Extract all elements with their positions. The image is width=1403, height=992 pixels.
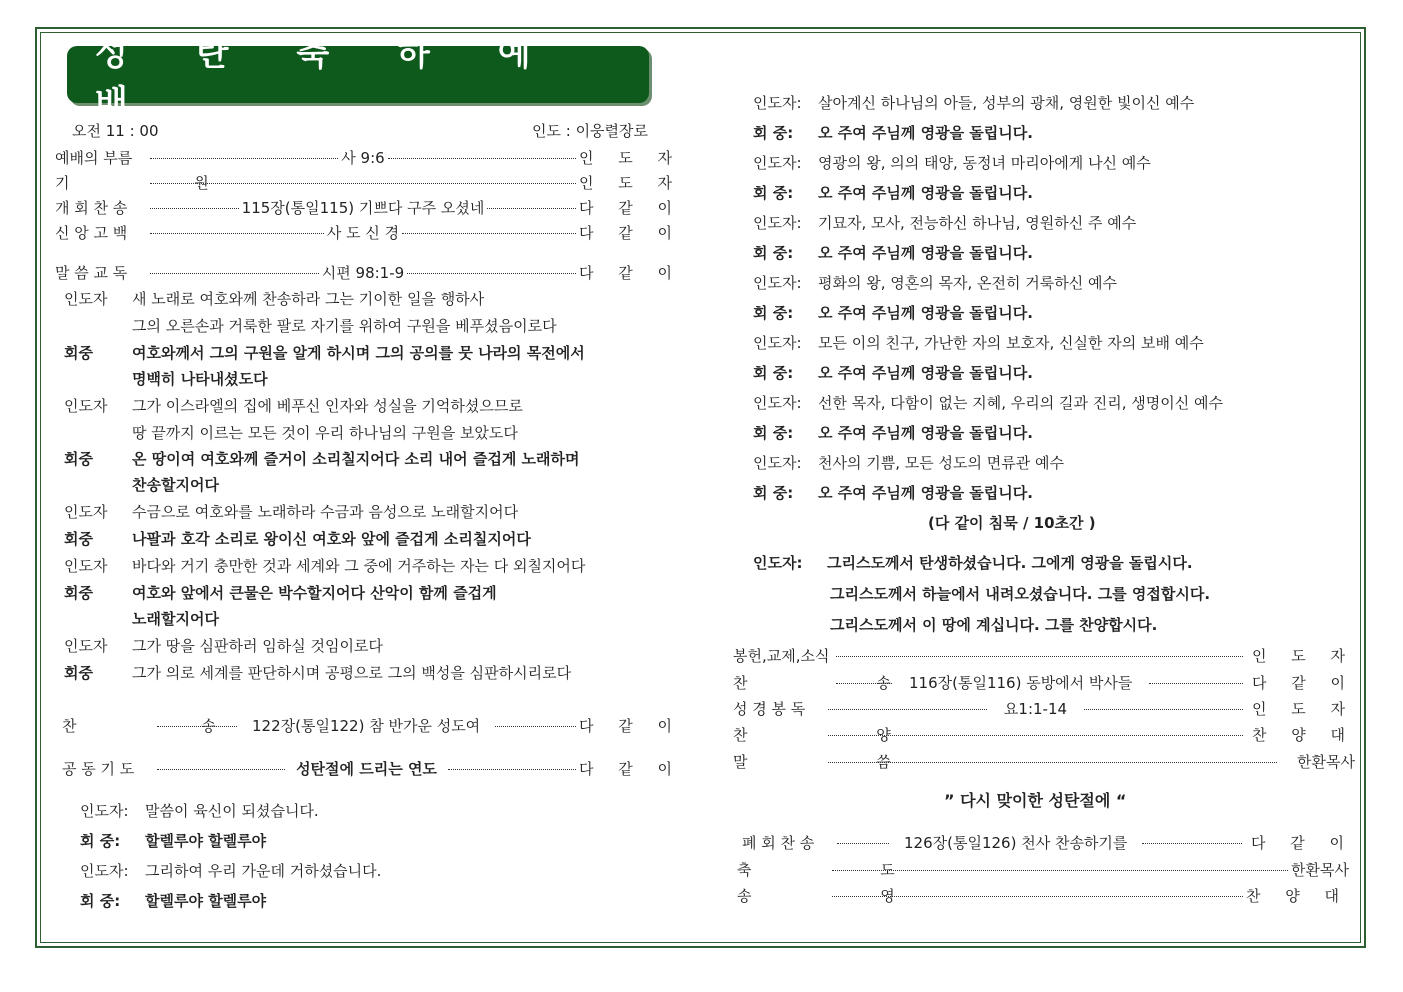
order-center: 126장(통일126) 천사 찬송하기를 (904, 834, 1128, 852)
litany-speaker: 회 중: (753, 424, 794, 442)
dotted-leader (1149, 683, 1243, 684)
page-title: 성 탄 축 하 예 배 (95, 33, 559, 123)
reading-line: 땅 끝까지 이르는 모든 것이 우리 하나님의 구원을 보았도다 (132, 424, 518, 442)
order-right: 인 도 자 (579, 149, 683, 167)
reading-speaker: 회중 (64, 344, 93, 362)
order-label: 개 회 찬 송 (55, 199, 128, 217)
litany-line: 모든 이의 친구, 가난한 자의 보호자, 신실한 자의 보배 예수 (818, 334, 1204, 352)
litany-line: 기묘자, 모사, 전능하신 하나님, 영원하신 주 예수 (818, 214, 1137, 232)
order-row (737, 885, 1349, 906)
reading-line: 찬송할지어다 (132, 476, 219, 494)
order-right: 인 도 자 (578, 174, 682, 192)
litany-line: 살아계신 하나님의 아들, 성부의 광채, 영원한 빛이신 예수 (818, 94, 1195, 112)
litany-line: 오 주여 주님께 영광을 돌립니다. (818, 364, 1033, 382)
order-right: 다 같 이 (1251, 674, 1355, 692)
order-label: 찬 송 (733, 674, 953, 692)
order-label: 찬 양 (733, 726, 953, 744)
order-right: 찬 양 대 (1251, 726, 1355, 744)
order-row (733, 724, 1355, 745)
litany-speaker: 인도자: (753, 274, 802, 292)
order-right: 한환목사 (1297, 753, 1355, 771)
order-right: 다 같 이 (578, 760, 682, 778)
order-row (733, 698, 1355, 719)
litany-line: 오 주여 주님께 영광을 돌립니다. (818, 124, 1033, 142)
litany-speaker: 인도자: (753, 394, 802, 412)
dotted-leader (832, 896, 1243, 897)
reading-speaker: 인도자 (64, 637, 108, 655)
order-center: 122장(통일122) 참 반가운 성도여 (252, 717, 481, 735)
dotted-leader (837, 843, 889, 844)
reading-line: 여호와께서 그의 구원을 알게 하시며 그의 공의를 뭇 나라의 목전에서 (132, 344, 585, 362)
order-row (733, 645, 1355, 666)
reading-speaker: 회중 (64, 450, 93, 468)
silence-note: (다 같이 침묵 / 10초간 ) (928, 514, 1096, 532)
service-leader: 인도 : 이웅렬장로 (532, 122, 649, 140)
litany-line: 그리하여 우리 가운데 거하셨습니다. (145, 862, 382, 880)
reading-line: 온 땅이여 여호와께 즐거이 소리칠지어다 소리 내어 즐겁게 노래하며 (132, 450, 580, 468)
order-center: 시편 98:1-9 (321, 264, 405, 282)
dotted-leader (150, 183, 576, 184)
order-label: 축 도 (737, 861, 957, 879)
order-label: 신 앙 고 백 (55, 224, 128, 242)
dotted-leader (1142, 843, 1242, 844)
dotted-leader (157, 726, 237, 727)
order-row (62, 758, 682, 779)
order-label: 찬 송 (62, 717, 276, 735)
order-right: 다 같 이 (578, 224, 682, 242)
order-row (737, 859, 1349, 880)
order-row (55, 197, 682, 218)
service-time: 오전 11 : 00 (72, 122, 159, 140)
order-label: 봉헌,교제,소식 (733, 647, 830, 665)
dotted-leader (402, 233, 576, 234)
dotted-leader (1084, 709, 1243, 710)
order-center: 116장(통일116) 동방에서 박사들 (909, 674, 1133, 692)
litany-line: 할렐루야 할렐루야 (145, 892, 267, 910)
litany-line: 할렐루야 할렐루야 (145, 832, 267, 850)
reading-line: 명백히 나타내셨도다 (132, 370, 268, 388)
dotted-leader (407, 273, 576, 274)
reading-speaker: 인도자 (64, 397, 108, 415)
litany-line: 말씀이 육신이 되셨습니다. (145, 802, 319, 820)
dotted-leader (150, 273, 319, 274)
order-label: 공 동 기 도 (62, 760, 135, 778)
litany-speaker: 인도자: (753, 334, 802, 352)
order-right: 다 같 이 (578, 717, 682, 735)
litany-speaker: 인도자: (80, 862, 129, 880)
order-right: 다 같 이 (1250, 834, 1354, 852)
order-row (62, 715, 682, 736)
dotted-leader (487, 208, 576, 209)
litany-line: 오 주여 주님께 영광을 돌립니다. (818, 424, 1033, 442)
litany-line: 영광의 왕, 의의 태양, 동정녀 마리아에게 나신 예수 (818, 154, 1151, 172)
litany-speaker: 인도자: (753, 454, 802, 472)
reading-line: 그가 의로 세계를 판단하시며 공평으로 그의 백성을 심판하시리로다 (132, 664, 572, 682)
proclamation-speaker: 인도자: (753, 554, 803, 572)
order-row (55, 262, 682, 283)
litany-speaker: 회 중: (753, 364, 794, 382)
order-label: 폐 회 찬 송 (742, 834, 815, 852)
litany-line: 평화의 왕, 영혼의 목자, 온전히 거룩하신 예수 (818, 274, 1117, 292)
reading-line: 노래할지어다 (132, 610, 219, 628)
dotted-leader (150, 158, 338, 159)
litany-speaker: 회 중: (753, 244, 794, 262)
reading-line: 나팔과 호각 소리로 왕이신 여호와 앞에 즐겁게 소리칠지어다 (132, 530, 531, 548)
reading-line: 그의 오른손과 거룩한 팔로 자기를 위하여 구원을 베푸셨음이로다 (132, 317, 557, 335)
dotted-leader (836, 683, 892, 684)
reading-line: 그가 땅을 심판하러 임하실 것임이로다 (132, 637, 383, 655)
dotted-leader (828, 762, 1277, 763)
reading-speaker: 회중 (64, 664, 93, 682)
dotted-leader (150, 233, 324, 234)
dotted-leader (495, 726, 576, 727)
order-row (733, 751, 1355, 772)
dotted-leader (828, 735, 1243, 736)
order-right: 인 도 자 (1251, 700, 1355, 718)
litany-speaker: 회 중: (753, 484, 794, 502)
order-center: 115장(통일115) 기쁘다 구주 오셨네 (241, 199, 485, 217)
reading-line: 바다와 거기 충만한 것과 세계와 그 중에 거주하는 자는 다 외칠지어다 (132, 557, 586, 575)
title-banner (67, 33, 649, 123)
reading-speaker: 회중 (64, 530, 93, 548)
litany-speaker: 회 중: (753, 184, 794, 202)
order-label: 말 씀 (733, 753, 953, 771)
order-row (55, 172, 682, 193)
litany-speaker: 인도자: (753, 214, 802, 232)
litany-line: 오 주여 주님께 영광을 돌립니다. (818, 304, 1033, 322)
order-right: 다 같 이 (578, 264, 682, 282)
reading-speaker: 인도자 (64, 290, 108, 308)
order-row (55, 147, 682, 168)
litany-speaker: 회 중: (753, 124, 794, 142)
dotted-leader (836, 656, 1243, 657)
reading-speaker: 인도자 (64, 503, 108, 521)
litany-line: 천사의 기쁨, 모든 성도의 면류관 예수 (818, 454, 1064, 472)
order-row (55, 222, 682, 243)
litany-line: 선한 목자, 다함이 없는 지혜, 우리의 길과 진리, 생명이신 예수 (818, 394, 1223, 412)
reading-speaker: 회중 (64, 584, 93, 602)
order-right: 한환목사 (1291, 861, 1349, 879)
order-row (733, 672, 1355, 693)
order-label: 말 씀 교 독 (55, 264, 128, 282)
order-center: 요1:1-14 (1003, 700, 1068, 718)
dotted-leader (828, 709, 987, 710)
order-label: 송 영 (737, 887, 957, 905)
litany-speaker: 회 중: (753, 304, 794, 322)
dotted-leader (157, 769, 285, 770)
litany-line: 오 주여 주님께 영광을 돌립니다. (818, 484, 1033, 502)
proclamation-line: 그리스도께서 이 땅에 계십니다. 그를 찬양합시다. (830, 616, 1158, 634)
litany-speaker: 인도자: (753, 94, 802, 112)
order-right: 다 같 이 (578, 199, 682, 217)
litany-speaker: 회 중: (80, 832, 121, 850)
litany-line: 오 주여 주님께 영광을 돌립니다. (818, 184, 1033, 202)
dotted-leader (150, 208, 239, 209)
order-label: 기 원 (55, 174, 269, 192)
sermon-title: ” 다시 맞이한 성탄절에 “ (944, 791, 1127, 810)
order-right: 찬 양 대 (1245, 887, 1349, 905)
reading-line: 여호와 앞에서 큰물은 박수할지어다 산악이 함께 즐겁게 (132, 584, 497, 602)
litany-speaker: 인도자: (753, 154, 802, 172)
order-center: 성탄절에 드리는 연도 (296, 760, 437, 778)
order-label: 예배의 부름 (55, 149, 133, 167)
litany-speaker: 인도자: (80, 802, 129, 820)
proclamation-line: 그리스도께서 탄생하셨습니다. 그에게 영광을 돌립시다. (827, 554, 1193, 572)
reading-line: 그가 이스라엘의 집에 베푸신 인자와 성실을 기억하셨으므로 (132, 397, 523, 415)
order-right: 인 도 자 (1251, 647, 1355, 665)
litany-speaker: 회 중: (80, 892, 121, 910)
proclamation-line: 그리스도께서 하늘에서 내려오셨습니다. 그를 영접합시다. (830, 585, 1211, 603)
reading-speaker: 인도자 (64, 557, 108, 575)
reading-line: 새 노래로 여호와께 찬송하라 그는 기이한 일을 행하사 (132, 290, 485, 308)
order-center: 사 도 신 경 (326, 224, 400, 242)
order-label: 성 경 봉 독 (733, 700, 806, 718)
dotted-leader (832, 870, 1288, 871)
dotted-leader (388, 158, 576, 159)
reading-line: 수금으로 여호와를 노래하라 수금과 음성으로 노래할지어다 (132, 503, 519, 521)
order-row (742, 832, 1354, 853)
dotted-leader (448, 769, 576, 770)
litany-line: 오 주여 주님께 영광을 돌립니다. (818, 244, 1033, 262)
order-center: 사 9:6 (341, 149, 385, 167)
